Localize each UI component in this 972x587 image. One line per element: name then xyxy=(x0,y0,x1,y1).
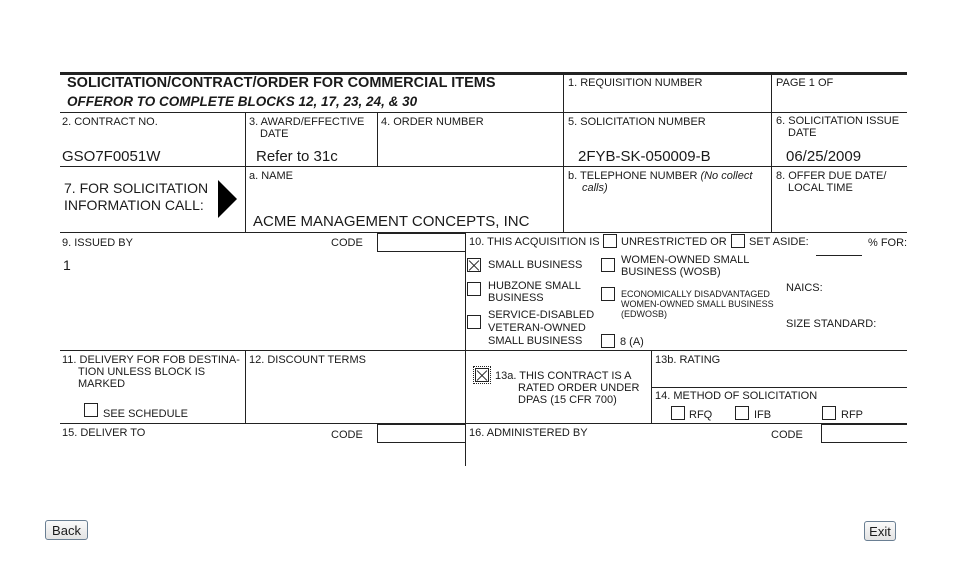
deliver-to-code-field[interactable] xyxy=(377,424,465,443)
percent-field-line[interactable] xyxy=(816,255,862,256)
delivery-fob-label: 11. DELIVERY FOR FOB DESTINA- TION UNLESS BLOCK IS MARKED xyxy=(62,354,240,390)
edwosb-label: ECONOMICALLY DISADVANTAGED WOMEN-OWNED SMALL BUSINESS (EDWOSB) xyxy=(621,289,774,319)
administered-by-code-field[interactable] xyxy=(821,424,907,443)
issue-date-value: 06/25/2009 xyxy=(786,148,862,165)
rating-label: 13b. RATING xyxy=(655,354,721,366)
vline-245-b xyxy=(245,350,246,423)
hubzone-checkbox[interactable] xyxy=(467,282,481,296)
vline-245 xyxy=(245,112,246,232)
award-date-value: Refer to 31c xyxy=(256,148,338,165)
acquisition-label: 10. THIS ACQUISITION IS xyxy=(469,236,600,248)
rule-row6 xyxy=(60,423,907,424)
rule-row4 xyxy=(60,232,907,233)
back-button[interactable]: Back xyxy=(45,520,88,540)
order-number-label: 4. ORDER NUMBER xyxy=(381,116,484,128)
name-value: ACME MANAGEMENT CONCEPTS, INC xyxy=(253,213,530,230)
eight-a-label: 8 (A) xyxy=(620,336,644,348)
rfp-label: RFP xyxy=(841,409,863,421)
form-title: SOLICITATION/CONTRACT/ORDER FOR COMMERCIAL ITEMS xyxy=(67,75,496,91)
vline-465 xyxy=(465,232,466,466)
solicitation-number-value: 2FYB-SK-050009-B xyxy=(578,148,711,165)
see-schedule-checkbox[interactable] xyxy=(84,403,98,417)
method-label: 14. METHOD OF SOLICITATION xyxy=(655,390,818,402)
rated-order-checkbox[interactable] xyxy=(475,368,489,382)
percent-for-label: % FOR: xyxy=(868,237,908,249)
vline-771-top xyxy=(771,74,772,232)
eight-a-checkbox[interactable] xyxy=(601,334,615,348)
deliver-to-code-label: CODE xyxy=(331,429,363,441)
rule-row5 xyxy=(60,350,907,351)
administered-by-label: 16. ADMINISTERED BY xyxy=(469,427,588,439)
deliver-to-label: 15. DELIVER TO xyxy=(62,427,146,439)
administered-by-code-label: CODE xyxy=(771,429,803,441)
rfp-checkbox[interactable] xyxy=(822,406,836,420)
name-label: a. NAME xyxy=(249,170,294,182)
contract-no-value: GSO7F0051W xyxy=(62,148,161,165)
wosb-checkbox[interactable] xyxy=(601,258,615,272)
edwosb-checkbox[interactable] xyxy=(601,287,615,301)
telephone-label: b. TELEPHONE NUMBER (No collect calls) xyxy=(568,170,753,194)
ifb-checkbox[interactable] xyxy=(735,406,749,420)
set-aside-label: SET ASIDE: xyxy=(749,236,809,248)
rfq-label: RFQ xyxy=(689,409,713,421)
size-standard-label: SIZE STANDARD: xyxy=(786,318,877,330)
issued-by-label: 9. ISSUED BY xyxy=(62,237,133,249)
vline-563-top xyxy=(563,74,564,232)
rule-row2 xyxy=(60,112,907,113)
vline-651 xyxy=(651,350,652,423)
rule-13b xyxy=(651,387,907,388)
unrestricted-checkbox[interactable] xyxy=(603,234,617,248)
page-label: PAGE 1 OF xyxy=(776,77,834,89)
form-subtitle: OFFEROR TO COMPLETE BLOCKS 12, 17, 23, 24, & 30 xyxy=(67,94,418,109)
ifb-label: IFB xyxy=(754,409,772,421)
award-date-label: 3. AWARD/EFFECTIVE DATE xyxy=(249,116,365,140)
discount-terms-label: 12. DISCOUNT TERMS xyxy=(249,354,366,366)
issue-date-label: 6. SOLICITATION ISSUE DATE xyxy=(776,115,900,139)
naics-label: NAICS: xyxy=(786,282,823,294)
rfq-checkbox[interactable] xyxy=(671,406,685,420)
issued-by-code-label: CODE xyxy=(331,237,363,249)
small-business-label: SMALL BUSINESS xyxy=(488,259,583,271)
issued-by-value: 1 xyxy=(63,257,71,273)
arrow-right-icon xyxy=(218,180,237,218)
offer-due-label: 8. OFFER DUE DATE/ LOCAL TIME xyxy=(776,170,887,194)
wosb-label: WOMEN-OWNED SMALL BUSINESS (WOSB) xyxy=(621,254,750,278)
exit-button[interactable]: Exit xyxy=(864,521,896,541)
sdvosb-label: SERVICE-DISABLED VETERAN-OWNED SMALL BUSINESS xyxy=(488,309,595,347)
rated-order-label: 13a. THIS CONTRACT IS A RATED ORDER UNDER DPAS (15 CFR 700) xyxy=(495,370,640,406)
contract-no-label: 2. CONTRACT NO. xyxy=(62,116,158,128)
unrestricted-label: UNRESTRICTED OR xyxy=(621,236,727,248)
hubzone-label: HUBZONE SMALL BUSINESS xyxy=(488,280,581,304)
solicitation-number-label: 5. SOLICITATION NUMBER xyxy=(568,116,706,128)
set-aside-checkbox[interactable] xyxy=(731,234,745,248)
issued-by-code-field[interactable] xyxy=(377,233,465,252)
rule-row3 xyxy=(60,166,907,167)
small-business-checkbox[interactable] xyxy=(467,258,481,272)
vline-377 xyxy=(377,112,378,166)
sdvosb-checkbox[interactable] xyxy=(467,315,481,329)
solicitation-info-label: 7. FOR SOLICITATION INFORMATION CALL: xyxy=(64,180,209,213)
requisition-number-label: 1. REQUISITION NUMBER xyxy=(568,77,703,89)
see-schedule-label: SEE SCHEDULE xyxy=(103,408,188,420)
